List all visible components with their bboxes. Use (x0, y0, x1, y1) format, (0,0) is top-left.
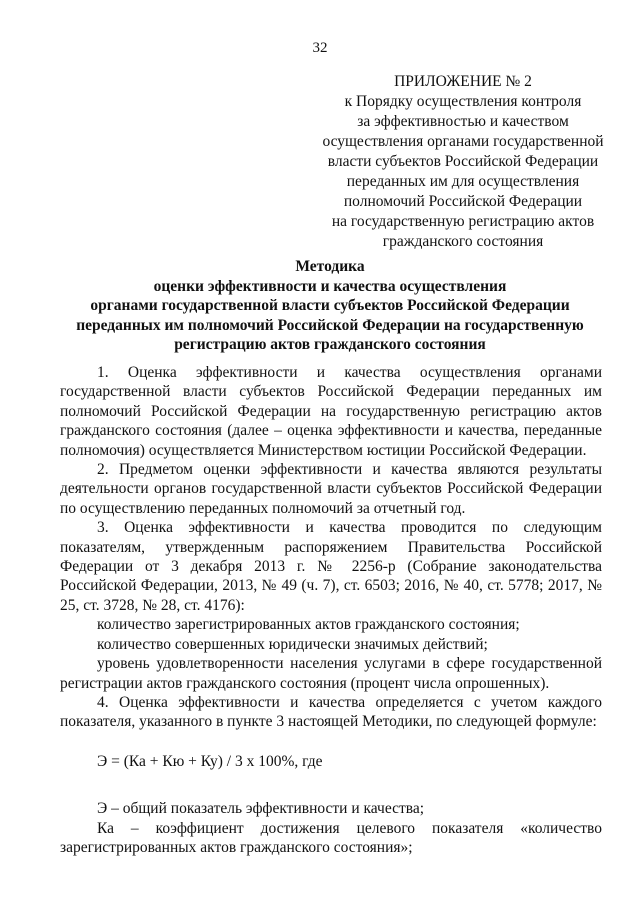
appendix-line: осуществления органами государственной (322, 133, 604, 150)
appendix-line: за эффективностью и качеством (357, 113, 569, 130)
indicator-item: количество зарегистрированных актов гражданского состояния; (97, 616, 520, 634)
paragraph-3: 3. Оценка эффективности и качества проводится по следующим показателям, утвержденным распоряжением Правительства Российской Федерации от 3 декабря 2013 г. № 2256-р (Собрание законодательства Российской Федерации, 2013, № 49 (ч. 7), ст. 6503; 2016, № 40, ст. 5778; 2017, № 25, ст. 3728, № 28, ст. 4176): (60, 519, 602, 614)
paragraph-2: 2. Предметом оценки эффективности и качества являются результаты деятельности органов государственной власти субъектов Российской Федерации по осуществлению переданных полномочий за отчетный год. (60, 461, 602, 517)
appendix-line: полномочий Российской Федерации (343, 193, 583, 210)
appendix-line: власти субъектов Российской Федерации (327, 153, 599, 170)
paragraph-4: 4. Оценка эффективности и качества определяется с учетом каждого показателя, указанного в пункте 3 настоящей Методики, по следующей формуле: (60, 693, 602, 731)
indicator-item: количество совершенных юридически значимых действий; (97, 635, 488, 653)
definition-item: Ка – коэффициент достижения целевого показателя «количество зарегистрированных актов гражданского состояния»; (60, 819, 602, 856)
appendix-line: гражданского состояния (382, 233, 544, 250)
document-title (40, 257, 620, 355)
appendix-line: переданных им для осуществления (346, 173, 580, 190)
document-body (60, 363, 602, 857)
page-number: 32 (312, 40, 328, 56)
title-line: органами государственной власти субъектов Российской Федерации (90, 297, 570, 315)
appendix-line: к Порядку осуществления контроля (344, 93, 582, 110)
appendix-title: ПРИЛОЖЕНИЕ № 2 (394, 73, 532, 90)
title-line: регистрацию актов гражданского состояния (174, 336, 486, 354)
title-line: переданных им полномочий Российской Федерации на государственную (76, 316, 584, 334)
title-line: оценки эффективности и качества осуществления (153, 277, 507, 295)
indicator-item: уровень удовлетворенности населения услугами в сфере государственной регистрации актов гражданского состояния (процент числа опрошенных). (60, 655, 602, 692)
formula: Э = (Ка + Кю + Ку) / 3 x 100%, где (97, 752, 323, 770)
title-heading: Методика (295, 258, 365, 275)
definition-item: Э – общий показатель эффективности и качества; (97, 800, 425, 818)
paragraph-1: 1. Оценка эффективности и качества осуществления органами государственной власти субъектов Российской Федерации переданных им полномочий Российской Федерации на государственную регистрацию актов гражданского состояния (далее – оценка эффективности и качества, переданные полномочия) осуществляется Министерством юстиции Российской Федерации. (60, 364, 602, 459)
appendix-line: на государственную регистрацию актов (331, 213, 595, 230)
appendix-header (318, 72, 608, 252)
